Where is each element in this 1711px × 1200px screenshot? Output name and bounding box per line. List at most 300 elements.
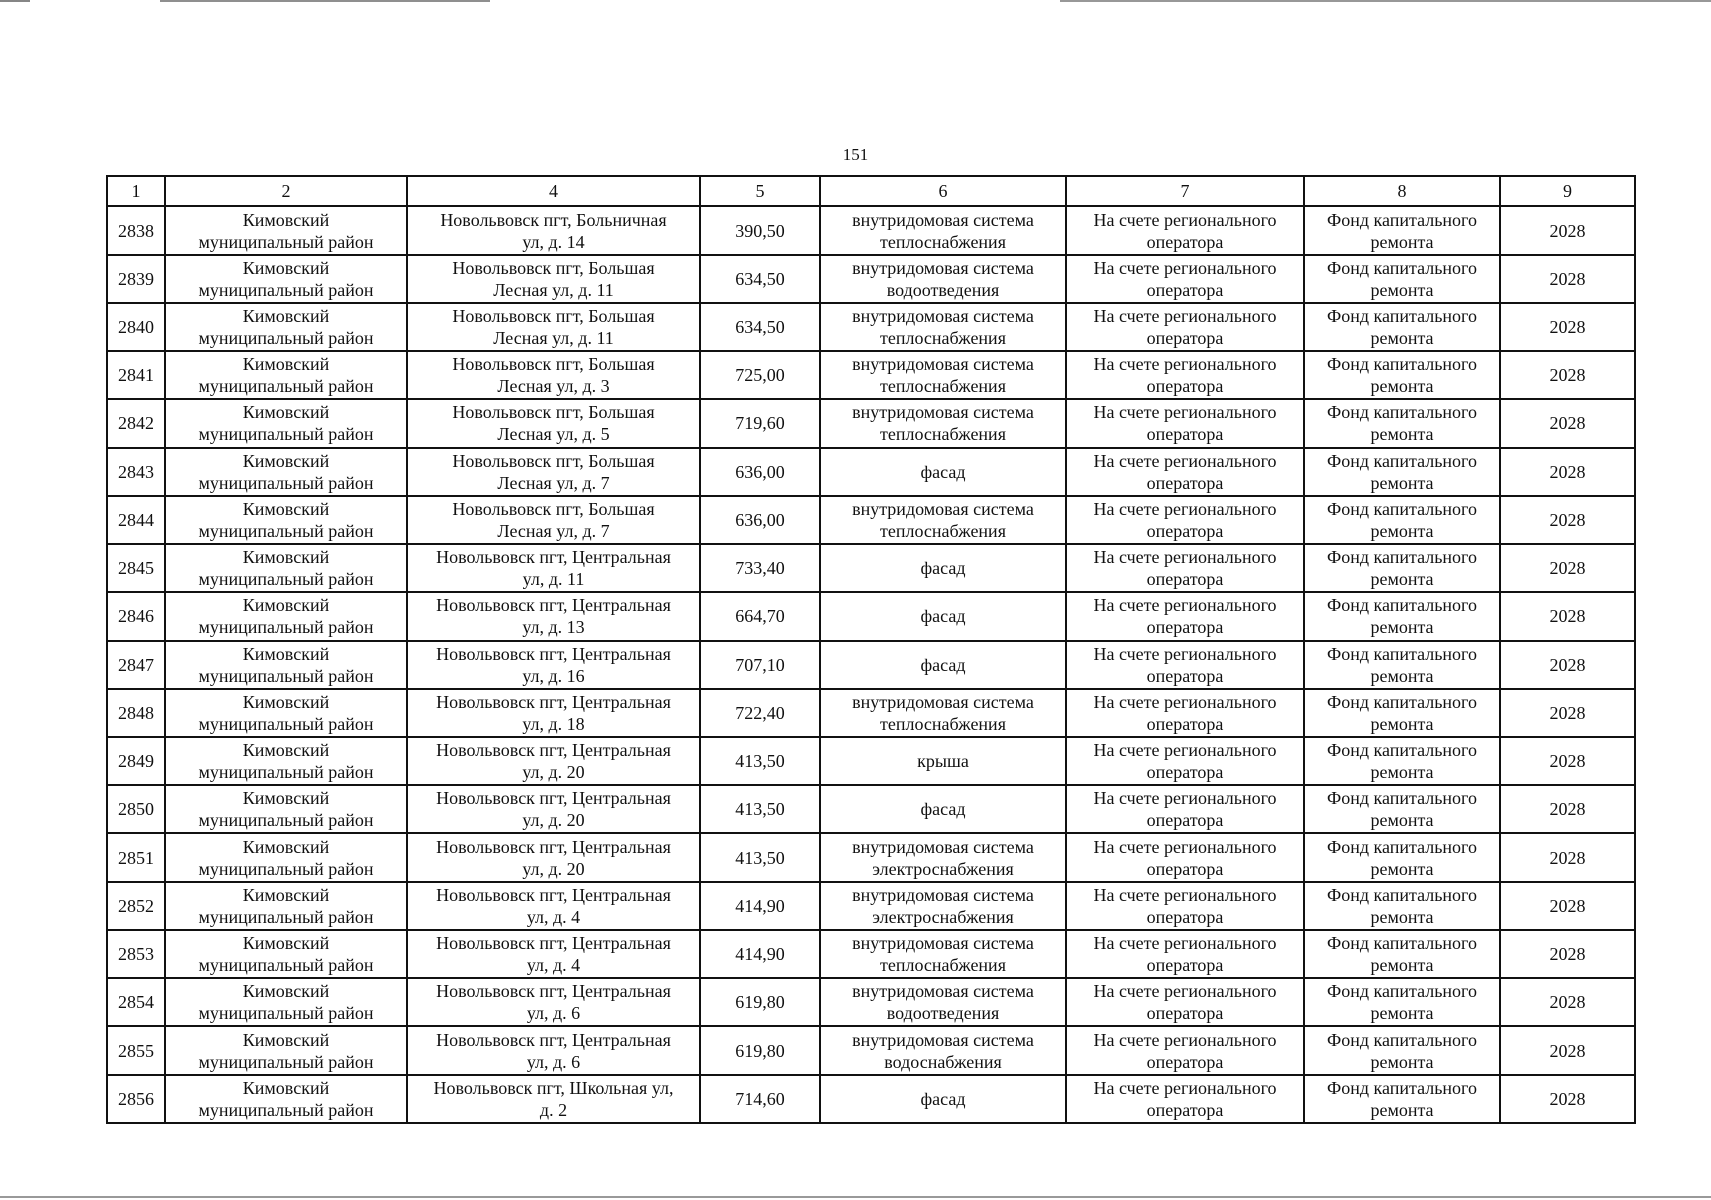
work-type-cell-line: внутридомовая система <box>852 836 1034 857</box>
row-number: 2855 <box>107 1026 165 1074</box>
account-cell-line: На счете регионального <box>1093 836 1277 857</box>
fund-cell <box>1304 351 1500 399</box>
account-cell-line: оператора <box>1146 617 1224 638</box>
address-cell <box>407 399 700 447</box>
fund-cell-line: Фонд капитального <box>1327 209 1477 230</box>
work-type-cell-line: фасад <box>920 558 966 579</box>
district-cell-line: Кимовский <box>242 933 330 954</box>
table-row <box>107 592 1635 640</box>
year-cell: 2028 <box>1500 930 1635 978</box>
fund-cell-line: ремонта <box>1370 762 1434 783</box>
address-cell <box>407 978 700 1026</box>
address-cell-line: Новольвовск пгт, Центральная <box>436 595 671 616</box>
fund-cell-line: Фонд капитального <box>1327 740 1477 761</box>
address-cell-line: Новольвовск пгт, Центральная <box>436 547 671 568</box>
row-number: 2843 <box>107 448 165 496</box>
address-cell-line: ул, д. 18 <box>522 713 585 734</box>
work-type-cell <box>820 206 1066 254</box>
row-number: 2841 <box>107 351 165 399</box>
address-cell-line: Лесная ул, д. 5 <box>497 424 610 445</box>
row-number: 2850 <box>107 785 165 833</box>
district-cell <box>165 785 407 833</box>
district-cell-line: Кимовский <box>242 884 330 905</box>
work-type-cell <box>820 351 1066 399</box>
work-type-cell-line: фасад <box>920 1088 966 1109</box>
district-cell-line: муниципальный район <box>198 810 374 831</box>
work-type-cell-line: внутридомовая система <box>852 498 1034 519</box>
account-cell-line: оператора <box>1146 1099 1224 1120</box>
address-cell-line: Новольвовск пгт, Большая <box>452 354 655 375</box>
fund-cell-line: ремонта <box>1370 713 1434 734</box>
address-cell-line: ул, д. 11 <box>522 569 585 590</box>
district-cell-line: муниципальный район <box>198 713 374 734</box>
row-number: 2838 <box>107 206 165 254</box>
fund-cell <box>1304 785 1500 833</box>
fund-cell-line: Фонд капитального <box>1327 257 1477 278</box>
account-cell <box>1066 785 1304 833</box>
work-type-cell <box>820 689 1066 737</box>
account-cell-line: На счете регионального <box>1093 981 1277 1002</box>
fund-cell-line: ремонта <box>1370 424 1434 445</box>
address-cell <box>407 882 700 930</box>
address-cell-line: ул, д. 20 <box>522 762 585 783</box>
work-type-cell-line: внутридомовая система <box>852 1029 1034 1050</box>
district-cell-line: муниципальный район <box>198 569 374 590</box>
work-type-cell-line: теплоснабжения <box>880 424 1006 445</box>
district-cell-line: Кимовский <box>242 691 330 712</box>
district-cell-line: Кимовский <box>242 1077 330 1098</box>
fund-cell-line: Фонд капитального <box>1327 498 1477 519</box>
account-cell-line: На счете регионального <box>1093 884 1277 905</box>
fund-cell-line: Фонд капитального <box>1327 788 1477 809</box>
year-cell: 2028 <box>1500 544 1635 592</box>
fund-cell-line: Фонд капитального <box>1327 305 1477 326</box>
address-cell-line: Лесная ул, д. 11 <box>493 279 614 300</box>
fund-cell <box>1304 255 1500 303</box>
work-type-cell-line: фасад <box>920 654 966 675</box>
district-cell-line: Кимовский <box>242 354 330 375</box>
work-type-cell <box>820 303 1066 351</box>
address-cell <box>407 785 700 833</box>
area-cell: 413,50 <box>700 737 820 785</box>
work-type-cell <box>820 255 1066 303</box>
account-cell-line: оператора <box>1146 279 1224 300</box>
account-cell-line: На счете регионального <box>1093 450 1277 471</box>
area-cell: 722,40 <box>700 689 820 737</box>
district-cell-line: муниципальный район <box>198 1003 374 1024</box>
account-cell-line: оператора <box>1146 1051 1224 1072</box>
address-cell-line: ул, д. 13 <box>522 617 585 638</box>
address-cell <box>407 689 700 737</box>
row-number: 2852 <box>107 882 165 930</box>
district-cell <box>165 351 407 399</box>
address-cell-line: ул, д. 6 <box>526 1003 581 1024</box>
address-cell-line: Новольвовск пгт, Центральная <box>436 643 671 664</box>
address-cell <box>407 833 700 881</box>
district-cell-line: муниципальный район <box>198 617 374 638</box>
district-cell-line: Кимовский <box>242 209 330 230</box>
work-type-cell <box>820 641 1066 689</box>
fund-cell-line: Фонд капитального <box>1327 354 1477 375</box>
table-row <box>107 1075 1635 1123</box>
work-type-cell <box>820 833 1066 881</box>
work-type-cell-line: внутридомовая система <box>852 209 1034 230</box>
fund-cell-line: Фонд капитального <box>1327 450 1477 471</box>
address-cell <box>407 544 700 592</box>
table-row <box>107 930 1635 978</box>
district-cell-line: муниципальный район <box>198 376 374 397</box>
fund-cell-line: ремонта <box>1370 1051 1434 1072</box>
district-cell-line: Кимовский <box>242 450 330 471</box>
account-cell <box>1066 206 1304 254</box>
district-cell-line: муниципальный район <box>198 906 374 927</box>
district-cell <box>165 496 407 544</box>
register-table <box>106 175 1636 1124</box>
district-cell-line: Кимовский <box>242 305 330 326</box>
table-row <box>107 978 1635 1026</box>
account-cell-line: На счете регионального <box>1093 305 1277 326</box>
district-cell-line: Кимовский <box>242 257 330 278</box>
account-cell-line: оператора <box>1146 231 1224 252</box>
fund-cell-line: Фонд капитального <box>1327 933 1477 954</box>
row-number: 2847 <box>107 641 165 689</box>
district-cell-line: Кимовский <box>242 595 330 616</box>
area-cell: 619,80 <box>700 978 820 1026</box>
address-cell <box>407 496 700 544</box>
address-cell <box>407 930 700 978</box>
account-cell-line: оператора <box>1146 376 1224 397</box>
account-cell <box>1066 544 1304 592</box>
account-cell <box>1066 592 1304 640</box>
address-cell-line: Новольвовск пгт, Центральная <box>436 933 671 954</box>
address-cell-line: ул, д. 14 <box>522 231 585 252</box>
address-cell <box>407 351 700 399</box>
area-cell: 664,70 <box>700 592 820 640</box>
account-cell <box>1066 255 1304 303</box>
address-cell-line: Новольвовск пгт, Центральная <box>436 740 671 761</box>
address-cell-line: Новольвовск пгт, Большая <box>452 257 655 278</box>
year-cell: 2028 <box>1500 448 1635 496</box>
address-cell-line: Новольвовск пгт, Центральная <box>436 836 671 857</box>
address-cell-line: Новольвовск пгт, Центральная <box>436 788 671 809</box>
district-cell-line: Кимовский <box>242 788 330 809</box>
address-cell-line: Лесная ул, д. 3 <box>497 376 610 397</box>
fund-cell-line: Фонд капитального <box>1327 981 1477 1002</box>
work-type-cell <box>820 882 1066 930</box>
district-cell <box>165 448 407 496</box>
area-cell: 414,90 <box>700 882 820 930</box>
year-cell: 2028 <box>1500 833 1635 881</box>
table-row <box>107 544 1635 592</box>
fund-cell-line: Фонд капитального <box>1327 595 1477 616</box>
address-cell-line: Новольвовск пгт, Школьная ул, <box>433 1077 674 1098</box>
row-number: 2840 <box>107 303 165 351</box>
district-cell <box>165 1026 407 1074</box>
account-cell-line: На счете регионального <box>1093 257 1277 278</box>
district-cell <box>165 641 407 689</box>
district-cell-line: муниципальный район <box>198 424 374 445</box>
work-type-cell-line: электроснабжения <box>872 858 1014 879</box>
scan-edge-top <box>0 0 1711 2</box>
area-cell: 636,00 <box>700 496 820 544</box>
district-cell <box>165 206 407 254</box>
account-cell-line: оператора <box>1146 569 1224 590</box>
row-number: 2845 <box>107 544 165 592</box>
district-cell-line: муниципальный район <box>198 955 374 976</box>
work-type-cell-line: теплоснабжения <box>880 231 1006 252</box>
fund-cell <box>1304 978 1500 1026</box>
year-cell: 2028 <box>1500 592 1635 640</box>
address-cell-line: д. 2 <box>539 1099 568 1120</box>
work-type-cell-line: внутридомовая система <box>852 354 1034 375</box>
address-cell-line: Лесная ул, д. 11 <box>493 327 614 348</box>
table-row <box>107 255 1635 303</box>
work-type-cell-line: водоотведения <box>886 279 1000 300</box>
address-cell <box>407 303 700 351</box>
district-cell-line: муниципальный район <box>198 231 374 252</box>
account-cell <box>1066 496 1304 544</box>
account-cell-line: На счете регионального <box>1093 547 1277 568</box>
fund-cell-line: ремонта <box>1370 472 1434 493</box>
area-cell: 636,00 <box>700 448 820 496</box>
account-cell <box>1066 737 1304 785</box>
row-number: 2851 <box>107 833 165 881</box>
address-cell <box>407 206 700 254</box>
work-type-cell <box>820 496 1066 544</box>
account-cell-line: На счете регионального <box>1093 402 1277 423</box>
table-row <box>107 1026 1635 1074</box>
district-cell <box>165 882 407 930</box>
district-cell-line: Кимовский <box>242 1029 330 1050</box>
fund-cell-line: Фонд капитального <box>1327 643 1477 664</box>
account-cell <box>1066 303 1304 351</box>
area-cell: 634,50 <box>700 255 820 303</box>
address-cell <box>407 448 700 496</box>
district-cell <box>165 544 407 592</box>
district-cell-line: муниципальный район <box>198 472 374 493</box>
account-cell-line: оператора <box>1146 665 1224 686</box>
fund-cell-line: ремонта <box>1370 858 1434 879</box>
account-cell <box>1066 1075 1304 1123</box>
fund-cell-line: ремонта <box>1370 520 1434 541</box>
account-cell-line: На счете регионального <box>1093 933 1277 954</box>
row-number: 2848 <box>107 689 165 737</box>
column-header: 8 <box>1304 176 1500 206</box>
fund-cell-line: ремонта <box>1370 376 1434 397</box>
fund-cell <box>1304 399 1500 447</box>
area-cell: 719,60 <box>700 399 820 447</box>
fund-cell <box>1304 641 1500 689</box>
work-type-cell <box>820 544 1066 592</box>
fund-cell-line: ремонта <box>1370 810 1434 831</box>
district-cell-line: Кимовский <box>242 643 330 664</box>
work-type-cell <box>820 592 1066 640</box>
table-row <box>107 399 1635 447</box>
area-cell: 733,40 <box>700 544 820 592</box>
table-row <box>107 689 1635 737</box>
address-cell-line: Новольвовск пгт, Центральная <box>436 981 671 1002</box>
address-cell-line: Новольвовск пгт, Большая <box>452 450 655 471</box>
work-type-cell-line: внутридомовая система <box>852 691 1034 712</box>
page-number: 151 <box>842 145 869 164</box>
work-type-cell-line: теплоснабжения <box>880 713 1006 734</box>
year-cell: 2028 <box>1500 882 1635 930</box>
district-cell-line: муниципальный район <box>198 279 374 300</box>
fund-cell-line: Фонд капитального <box>1327 402 1477 423</box>
table-row <box>107 785 1635 833</box>
account-cell-line: оператора <box>1146 1003 1224 1024</box>
address-cell-line: ул, д. 4 <box>526 955 581 976</box>
address-cell-line: Новольвовск пгт, Центральная <box>436 1029 671 1050</box>
area-cell: 390,50 <box>700 206 820 254</box>
account-cell-line: На счете регионального <box>1093 209 1277 230</box>
district-cell <box>165 255 407 303</box>
address-cell-line: Лесная ул, д. 7 <box>497 472 610 493</box>
fund-cell <box>1304 737 1500 785</box>
work-type-cell <box>820 1075 1066 1123</box>
address-cell <box>407 1026 700 1074</box>
district-cell <box>165 399 407 447</box>
year-cell: 2028 <box>1500 978 1635 1026</box>
address-cell-line: Новольвовск пгт, Больничная <box>440 209 667 230</box>
area-cell: 413,50 <box>700 833 820 881</box>
work-type-cell-line: внутридомовая система <box>852 933 1034 954</box>
work-type-cell-line: внутридомовая система <box>852 257 1034 278</box>
work-type-cell-line: электроснабжения <box>872 906 1014 927</box>
fund-cell <box>1304 544 1500 592</box>
address-cell-line: ул, д. 20 <box>522 810 585 831</box>
fund-cell-line: ремонта <box>1370 569 1434 590</box>
district-cell-line: Кимовский <box>242 740 330 761</box>
account-cell <box>1066 351 1304 399</box>
fund-cell-line: ремонта <box>1370 231 1434 252</box>
account-cell-line: На счете регионального <box>1093 354 1277 375</box>
address-cell-line: ул, д. 20 <box>522 858 585 879</box>
work-type-cell-line: фасад <box>920 799 966 820</box>
work-type-cell-line: водоотведения <box>886 1003 1000 1024</box>
account-cell-line: оператора <box>1146 906 1224 927</box>
account-cell-line: оператора <box>1146 713 1224 734</box>
work-type-cell-line: теплоснабжения <box>880 955 1006 976</box>
table-row <box>107 833 1635 881</box>
district-cell <box>165 737 407 785</box>
fund-cell <box>1304 882 1500 930</box>
table-row <box>107 496 1635 544</box>
row-number: 2844 <box>107 496 165 544</box>
column-header: 7 <box>1066 176 1304 206</box>
column-header: 2 <box>165 176 407 206</box>
fund-cell-line: ремонта <box>1370 665 1434 686</box>
row-number: 2856 <box>107 1075 165 1123</box>
address-cell-line: ул, д. 16 <box>522 665 585 686</box>
row-number: 2842 <box>107 399 165 447</box>
district-cell-line: муниципальный район <box>198 1051 374 1072</box>
address-cell-line: Новольвовск пгт, Центральная <box>436 691 671 712</box>
district-cell <box>165 833 407 881</box>
district-cell <box>165 1075 407 1123</box>
fund-cell <box>1304 496 1500 544</box>
district-cell <box>165 689 407 737</box>
year-cell: 2028 <box>1500 399 1635 447</box>
column-header: 1 <box>107 176 165 206</box>
work-type-cell-line: фасад <box>920 461 966 482</box>
account-cell <box>1066 882 1304 930</box>
account-cell-line: На счете регионального <box>1093 498 1277 519</box>
work-type-cell-line: внутридомовая система <box>852 981 1034 1002</box>
district-cell-line: Кимовский <box>242 402 330 423</box>
work-type-cell-line: внутридомовая система <box>852 402 1034 423</box>
table-row <box>107 448 1635 496</box>
account-cell-line: На счете регионального <box>1093 643 1277 664</box>
table-row <box>107 641 1635 689</box>
account-cell-line: На счете регионального <box>1093 595 1277 616</box>
district-cell-line: муниципальный район <box>198 762 374 783</box>
district-cell-line: муниципальный район <box>198 520 374 541</box>
address-cell <box>407 255 700 303</box>
row-number: 2839 <box>107 255 165 303</box>
account-cell-line: оператора <box>1146 858 1224 879</box>
district-cell-line: Кимовский <box>242 981 330 1002</box>
address-cell <box>407 592 700 640</box>
year-cell: 2028 <box>1500 303 1635 351</box>
year-cell: 2028 <box>1500 206 1635 254</box>
account-cell <box>1066 1026 1304 1074</box>
year-cell: 2028 <box>1500 1026 1635 1074</box>
fund-cell-line: Фонд капитального <box>1327 884 1477 905</box>
address-cell-line: ул, д. 4 <box>526 906 581 927</box>
address-cell <box>407 641 700 689</box>
fund-cell <box>1304 930 1500 978</box>
account-cell-line: оператора <box>1146 424 1224 445</box>
account-cell <box>1066 978 1304 1026</box>
area-cell: 714,60 <box>700 1075 820 1123</box>
fund-cell <box>1304 206 1500 254</box>
address-cell-line: Новольвовск пгт, Большая <box>452 402 655 423</box>
year-cell: 2028 <box>1500 496 1635 544</box>
area-cell: 619,80 <box>700 1026 820 1074</box>
column-header: 9 <box>1500 176 1635 206</box>
district-cell <box>165 978 407 1026</box>
fund-cell-line: ремонта <box>1370 1003 1434 1024</box>
work-type-cell-line: фасад <box>920 606 966 627</box>
account-cell-line: оператора <box>1146 520 1224 541</box>
work-type-cell-line: внутридомовая система <box>852 884 1034 905</box>
account-cell-line: оператора <box>1146 327 1224 348</box>
account-cell-line: оператора <box>1146 810 1224 831</box>
table-row <box>107 737 1635 785</box>
account-cell-line: На счете регионального <box>1093 1029 1277 1050</box>
column-header: 4 <box>407 176 700 206</box>
account-cell-line: На счете регионального <box>1093 1077 1277 1098</box>
fund-cell <box>1304 303 1500 351</box>
district-cell-line: Кимовский <box>242 498 330 519</box>
district-cell-line: муниципальный район <box>198 858 374 879</box>
district-cell-line: Кимовский <box>242 547 330 568</box>
register-table-body <box>107 176 1635 1123</box>
fund-cell-line: ремонта <box>1370 906 1434 927</box>
work-type-cell <box>820 737 1066 785</box>
table-row <box>107 303 1635 351</box>
area-cell: 634,50 <box>700 303 820 351</box>
district-cell <box>165 930 407 978</box>
work-type-cell <box>820 930 1066 978</box>
area-cell: 413,50 <box>700 785 820 833</box>
table-row <box>107 206 1635 254</box>
fund-cell <box>1304 448 1500 496</box>
fund-cell-line: Фонд капитального <box>1327 836 1477 857</box>
year-cell: 2028 <box>1500 641 1635 689</box>
table-header-row <box>107 176 1635 206</box>
